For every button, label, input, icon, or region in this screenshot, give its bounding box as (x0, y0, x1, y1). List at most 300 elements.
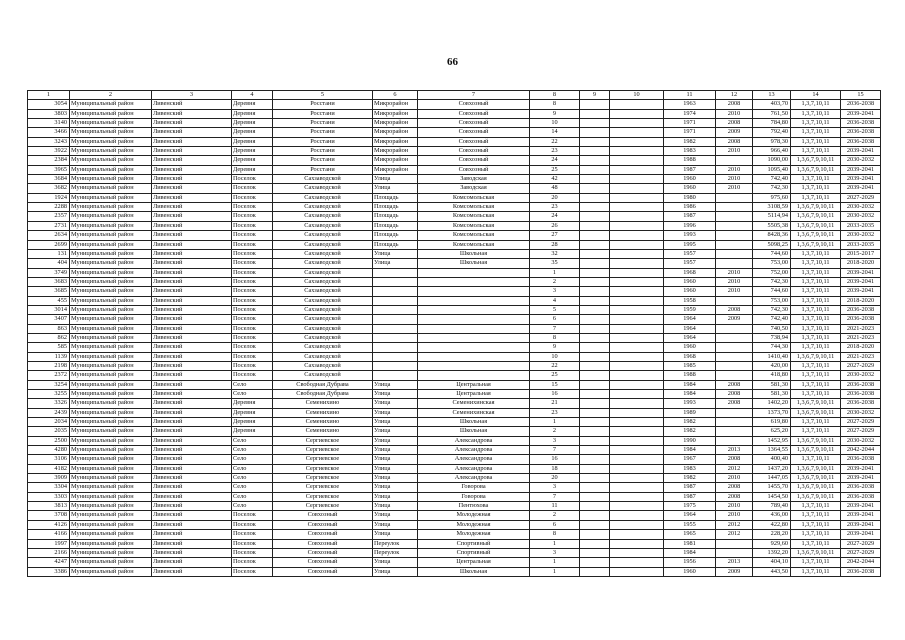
table-cell: Поселок (232, 296, 273, 305)
table-cell: Совхозный (273, 567, 373, 576)
table-cell: Микрорайон (373, 165, 418, 174)
table-cell: 1,3,7,10,11 (791, 455, 841, 464)
table-cell (580, 193, 610, 202)
table-cell: 1996 (664, 221, 716, 230)
table-cell: Муниципальный район (70, 100, 152, 109)
table-cell: 10 (530, 119, 580, 128)
table-cell: 2036-2038 (841, 119, 881, 128)
table-cell: Комсомольская (418, 203, 530, 212)
table-cell (580, 352, 610, 361)
table-row (28, 221, 881, 230)
table-cell: Александрова (418, 436, 530, 445)
table-cell: 2010 (716, 268, 753, 277)
table-cell: 2008 (716, 100, 753, 109)
table-cell: 228,20 (753, 530, 791, 539)
table-cell: 2027-2029 (841, 418, 881, 427)
table-cell: Ливенский (152, 455, 232, 464)
table-cell: Улица (373, 464, 418, 473)
table-cell: Спортивный (418, 548, 530, 557)
table-cell: 1,3,7,10,11 (791, 193, 841, 202)
table-cell: Свободная Дубрава (273, 390, 373, 399)
table-cell: Ливенский (152, 408, 232, 417)
table-cell: 2036-2038 (841, 455, 881, 464)
table-cell: 8 (530, 100, 580, 109)
table-cell: Школьная (418, 418, 530, 427)
table-cell: 1987 (664, 165, 716, 174)
column-header: 15 (841, 91, 881, 100)
table-cell: 4280 (28, 446, 70, 455)
table-cell: Деревня (232, 109, 273, 118)
table-cell: Деревня (232, 418, 273, 427)
table-cell: 2010 (716, 277, 753, 286)
table-cell (418, 343, 530, 352)
table-cell: 1 (530, 558, 580, 567)
table-cell: Сахзаводской (273, 259, 373, 268)
table-cell: Переулок (373, 548, 418, 557)
table-cell: 2039-2041 (841, 184, 881, 193)
table-cell: 2036-2038 (841, 305, 881, 314)
table-cell: Село (232, 436, 273, 445)
table-cell: Микрорайон (373, 147, 418, 156)
table-cell: Ливенский (152, 277, 232, 286)
table-cell: Муниципальный район (70, 380, 152, 389)
table-cell: Поселок (232, 520, 273, 529)
table-cell (580, 427, 610, 436)
table-cell: 2012 (716, 530, 753, 539)
table-cell: Сахзаводской (273, 296, 373, 305)
table-cell: 1,3,6,7,9,10,11 (791, 240, 841, 249)
table-cell: 1960 (664, 343, 716, 352)
table-cell: 23 (530, 147, 580, 156)
table-cell: Деревня (232, 100, 273, 109)
table-cell: 3685 (28, 287, 70, 296)
table-row (28, 474, 881, 483)
table-cell: Муниципальный район (70, 455, 152, 464)
table-cell: 1974 (664, 109, 716, 118)
table-cell: Сахзаводской (273, 324, 373, 333)
table-cell: Сергиевское (273, 483, 373, 492)
table-cell: 9 (530, 343, 580, 352)
table-cell (580, 212, 610, 221)
table-cell: 2010 (716, 502, 753, 511)
table-cell: Поселок (232, 567, 273, 576)
table-cell: 3 (530, 436, 580, 445)
table-cell: 2036-2038 (841, 315, 881, 324)
table-cell: Улица (373, 446, 418, 455)
table-cell: Муниципальный район (70, 324, 152, 333)
table-cell: 2027-2029 (841, 548, 881, 557)
table-cell: Совхозный (418, 147, 530, 156)
table-cell: 8428,36 (753, 231, 791, 240)
table-cell: 1454,50 (753, 492, 791, 501)
table-cell (610, 464, 664, 473)
table-cell: Заводская (418, 175, 530, 184)
table-cell: Поселок (232, 259, 273, 268)
table-cell: 581,30 (753, 380, 791, 389)
table-cell: 1,3,7,10,11 (791, 296, 841, 305)
table-cell: Муниципальный район (70, 483, 152, 492)
table-cell: 1956 (664, 558, 716, 567)
table-cell: 966,40 (753, 147, 791, 156)
table-cell: 11 (530, 502, 580, 511)
table-cell (716, 408, 753, 417)
table-cell: 131 (28, 249, 70, 258)
table-cell: 1,3,7,10,11 (791, 333, 841, 342)
table-cell: Центральная (418, 380, 530, 389)
table-cell: Ливенский (152, 305, 232, 314)
table-cell: 2030-2032 (841, 436, 881, 445)
table-cell: Росстани (273, 109, 373, 118)
table-cell: 740,50 (753, 324, 791, 333)
table-cell: 7 (530, 446, 580, 455)
table-cell: 3909 (28, 474, 70, 483)
table-cell: Муниципальный район (70, 474, 152, 483)
table-cell: 443,50 (753, 567, 791, 576)
table-cell: Улица (373, 558, 418, 567)
table-cell: Ливенский (152, 203, 232, 212)
table-cell: 1,3,7,10,11 (791, 502, 841, 511)
table-cell: 3813 (28, 502, 70, 511)
table-cell: 2036-2038 (841, 137, 881, 146)
table-cell (580, 277, 610, 286)
table-cell: Ливенский (152, 371, 232, 380)
table-cell: Ливенский (152, 249, 232, 258)
table-cell (610, 511, 664, 520)
table-cell: 2039-2041 (841, 109, 881, 118)
table-cell: Сергиевское (273, 455, 373, 464)
table-cell: 1364,55 (753, 446, 791, 455)
table-cell (580, 530, 610, 539)
table-cell (418, 277, 530, 286)
table-cell: 2021-2023 (841, 324, 881, 333)
table-cell: 2034 (28, 418, 70, 427)
table-cell (580, 268, 610, 277)
table-cell (716, 333, 753, 342)
table-cell: Площадь (373, 240, 418, 249)
table-cell: Ливенский (152, 539, 232, 548)
table-cell: Ливенский (152, 511, 232, 520)
table-cell: 1447,05 (753, 474, 791, 483)
table-cell: 20 (530, 193, 580, 202)
table-cell: Ливенский (152, 492, 232, 501)
table-cell: 2033-2035 (841, 240, 881, 249)
table-cell: Муниципальный район (70, 305, 152, 314)
table-cell: Молодежная (418, 520, 530, 529)
table-cell: Сергиевское (273, 464, 373, 473)
table-cell (580, 156, 610, 165)
table-row (28, 520, 881, 529)
table-cell: 1,3,7,10,11 (791, 324, 841, 333)
table-cell: 3684 (28, 175, 70, 184)
table-cell: Деревня (232, 399, 273, 408)
table-cell: 2 (530, 427, 580, 436)
table-cell (580, 147, 610, 156)
table-cell: 792,40 (753, 128, 791, 137)
table-cell: Улица (373, 249, 418, 258)
table-cell (610, 231, 664, 240)
table-cell: Молодежная (418, 530, 530, 539)
table-cell: Центральная (418, 558, 530, 567)
table-cell: 619,80 (753, 418, 791, 427)
table-cell (610, 371, 664, 380)
table-cell: 2039-2041 (841, 277, 881, 286)
table-cell: Улица (373, 502, 418, 511)
table-cell: 1959 (664, 305, 716, 314)
table-cell: 2039-2041 (841, 268, 881, 277)
table-cell: 742,30 (753, 305, 791, 314)
table-cell: 2012 (716, 464, 753, 473)
table-cell (610, 558, 664, 567)
table-cell: 2008 (716, 399, 753, 408)
table-cell (610, 408, 664, 417)
table-cell: Улица (373, 175, 418, 184)
table-cell: 1437,20 (753, 464, 791, 473)
table-cell: 2036-2038 (841, 399, 881, 408)
table-cell (580, 343, 610, 352)
table-cell (716, 259, 753, 268)
table-cell: 8 (530, 333, 580, 342)
table-cell: Ливенский (152, 147, 232, 156)
table-cell: 2033-2035 (841, 221, 881, 230)
table-cell: Деревня (232, 165, 273, 174)
table-cell (610, 147, 664, 156)
table-cell: Улица (373, 511, 418, 520)
housing-register-table (27, 90, 881, 577)
table-cell: Совхозный (418, 165, 530, 174)
table-cell (610, 352, 664, 361)
table-cell (610, 212, 664, 221)
table-cell: Ливенский (152, 446, 232, 455)
table-cell: Улица (373, 483, 418, 492)
table-cell: Ливенский (152, 184, 232, 193)
table-cell (580, 165, 610, 174)
table-row (28, 502, 881, 511)
table-cell: 862 (28, 333, 70, 342)
table-cell: 2015-2017 (841, 249, 881, 258)
table-cell: 2731 (28, 221, 70, 230)
table-cell: 752,00 (753, 268, 791, 277)
table-cell: 2030-2032 (841, 203, 881, 212)
table-cell: Сергиевское (273, 446, 373, 455)
table-cell: Комсомольская (418, 212, 530, 221)
table-cell (716, 231, 753, 240)
table-cell: 742,40 (753, 315, 791, 324)
table-cell: 2027-2029 (841, 427, 881, 436)
table-cell: 3054 (28, 100, 70, 109)
table-cell (716, 352, 753, 361)
table-cell: 2030-2032 (841, 212, 881, 221)
table-cell: 2013 (716, 558, 753, 567)
table-cell: 3106 (28, 455, 70, 464)
table-cell: Сергиевское (273, 492, 373, 501)
table-row (28, 109, 881, 118)
table-cell: 3108,59 (753, 203, 791, 212)
table-row (28, 296, 881, 305)
table-row (28, 203, 881, 212)
table-cell (610, 268, 664, 277)
table-cell: Александрова (418, 446, 530, 455)
table-cell (580, 128, 610, 137)
table-cell (610, 305, 664, 314)
table-cell: 1,3,6,7,9,10,11 (791, 446, 841, 455)
table-row (28, 212, 881, 221)
table-row (28, 156, 881, 165)
table-cell: 1,3,7,10,11 (791, 520, 841, 529)
table-cell: 1,3,7,10,11 (791, 109, 841, 118)
table-cell: Ливенский (152, 100, 232, 109)
table-cell: Муниципальный район (70, 156, 152, 165)
table-cell: Пентюхова (418, 502, 530, 511)
table-cell: 742,30 (753, 277, 791, 286)
table-cell: 28 (530, 240, 580, 249)
table-cell: Деревня (232, 147, 273, 156)
table-cell: Сахзаводской (273, 231, 373, 240)
table-cell: 1,3,7,10,11 (791, 147, 841, 156)
table-cell: Сергиевское (273, 502, 373, 511)
table-cell: Село (232, 380, 273, 389)
table-cell: 3749 (28, 268, 70, 277)
table-cell: 2036-2038 (841, 380, 881, 389)
table-cell (716, 249, 753, 258)
table-cell (610, 502, 664, 511)
table-cell: 1,3,7,10,11 (791, 567, 841, 576)
table-row (28, 137, 881, 146)
table-cell: 16 (530, 455, 580, 464)
table-cell: Ливенский (152, 259, 232, 268)
table-cell: 2039-2041 (841, 520, 881, 529)
table-cell: 1967 (664, 455, 716, 464)
table-cell: Свободная Дубрава (273, 380, 373, 389)
table-cell (418, 324, 530, 333)
table-cell: 2036-2038 (841, 128, 881, 137)
table-cell: Комсомольская (418, 231, 530, 240)
table-cell: 27 (530, 231, 580, 240)
table-row (28, 268, 881, 277)
table-row (28, 231, 881, 240)
table-cell: 2439 (28, 408, 70, 417)
table-cell: Сахзаводской (273, 175, 373, 184)
table-cell (580, 100, 610, 109)
table-cell: 742,40 (753, 175, 791, 184)
table-cell (610, 530, 664, 539)
table-cell: 1987 (664, 483, 716, 492)
table-cell: 2036-2038 (841, 390, 881, 399)
table-cell: Село (232, 464, 273, 473)
table-cell: Муниципальный район (70, 492, 152, 501)
column-header: 13 (753, 91, 791, 100)
table-row (28, 492, 881, 501)
table-cell (373, 371, 418, 380)
table-cell: 5098,25 (753, 240, 791, 249)
table-cell: 3255 (28, 390, 70, 399)
table-cell: 1452,95 (753, 436, 791, 445)
table-cell: 4 (530, 296, 580, 305)
table-cell: 2021-2023 (841, 333, 881, 342)
table-cell: Ливенский (152, 418, 232, 427)
table-cell: 2030-2032 (841, 156, 881, 165)
table-cell: Микрорайон (373, 137, 418, 146)
table-row (28, 446, 881, 455)
table-cell: Муниципальный район (70, 558, 152, 567)
table-cell: Улица (373, 455, 418, 464)
table-cell (373, 352, 418, 361)
table-cell: 6 (530, 520, 580, 529)
table-row (28, 483, 881, 492)
table-cell: 2384 (28, 156, 70, 165)
table-cell: Школьная (418, 567, 530, 576)
table-cell: 3 (530, 548, 580, 557)
table-row (28, 100, 881, 109)
table-cell: 2039-2041 (841, 530, 881, 539)
table-cell: 744,60 (753, 249, 791, 258)
table-cell: Поселок (232, 558, 273, 567)
table-cell: Ливенский (152, 128, 232, 137)
table-cell: Сахзаводской (273, 333, 373, 342)
table-cell: Деревня (232, 156, 273, 165)
table-cell: 3803 (28, 109, 70, 118)
table-cell (610, 100, 664, 109)
table-cell: Александрова (418, 464, 530, 473)
table-cell: Микрорайон (373, 109, 418, 118)
table-cell (610, 520, 664, 529)
table-cell (580, 259, 610, 268)
table-cell (716, 436, 753, 445)
table-cell: 1924 (28, 193, 70, 202)
table-cell: 761,50 (753, 109, 791, 118)
table-cell (610, 287, 664, 296)
table-cell: 1,3,7,10,11 (791, 277, 841, 286)
table-cell: Муниципальный район (70, 165, 152, 174)
table-row (28, 427, 881, 436)
table-cell (418, 315, 530, 324)
column-header: 1 (28, 91, 70, 100)
column-header: 2 (70, 91, 152, 100)
table-cell: 1960 (664, 184, 716, 193)
table-cell (610, 567, 664, 576)
table-cell (716, 418, 753, 427)
table-cell: Совхозный (273, 539, 373, 548)
table-row (28, 418, 881, 427)
table-cell: Муниципальный район (70, 390, 152, 399)
table-cell (580, 231, 610, 240)
table-cell: 2008 (716, 390, 753, 399)
table-cell: Ливенский (152, 165, 232, 174)
table-cell (716, 539, 753, 548)
table-cell: 2008 (716, 492, 753, 501)
table-cell: Семенихинская (418, 399, 530, 408)
table-cell: 625,20 (753, 427, 791, 436)
table-cell: Ливенский (152, 567, 232, 576)
column-header: 8 (530, 91, 580, 100)
table-cell: 15 (530, 380, 580, 389)
table-cell (580, 418, 610, 427)
table-cell: 10 (530, 352, 580, 361)
table-cell: 2027-2029 (841, 539, 881, 548)
table-row (28, 184, 881, 193)
table-cell: 2039-2041 (841, 511, 881, 520)
table-row (28, 119, 881, 128)
table-cell: 22 (530, 361, 580, 370)
table-cell (610, 296, 664, 305)
table-cell: 863 (28, 324, 70, 333)
table-cell: Поселок (232, 268, 273, 277)
table-row (28, 249, 881, 258)
table-cell: 2027-2029 (841, 193, 881, 202)
table-cell: Ливенский (152, 464, 232, 473)
table-cell (716, 193, 753, 202)
table-cell: 35 (530, 259, 580, 268)
table-cell (580, 399, 610, 408)
